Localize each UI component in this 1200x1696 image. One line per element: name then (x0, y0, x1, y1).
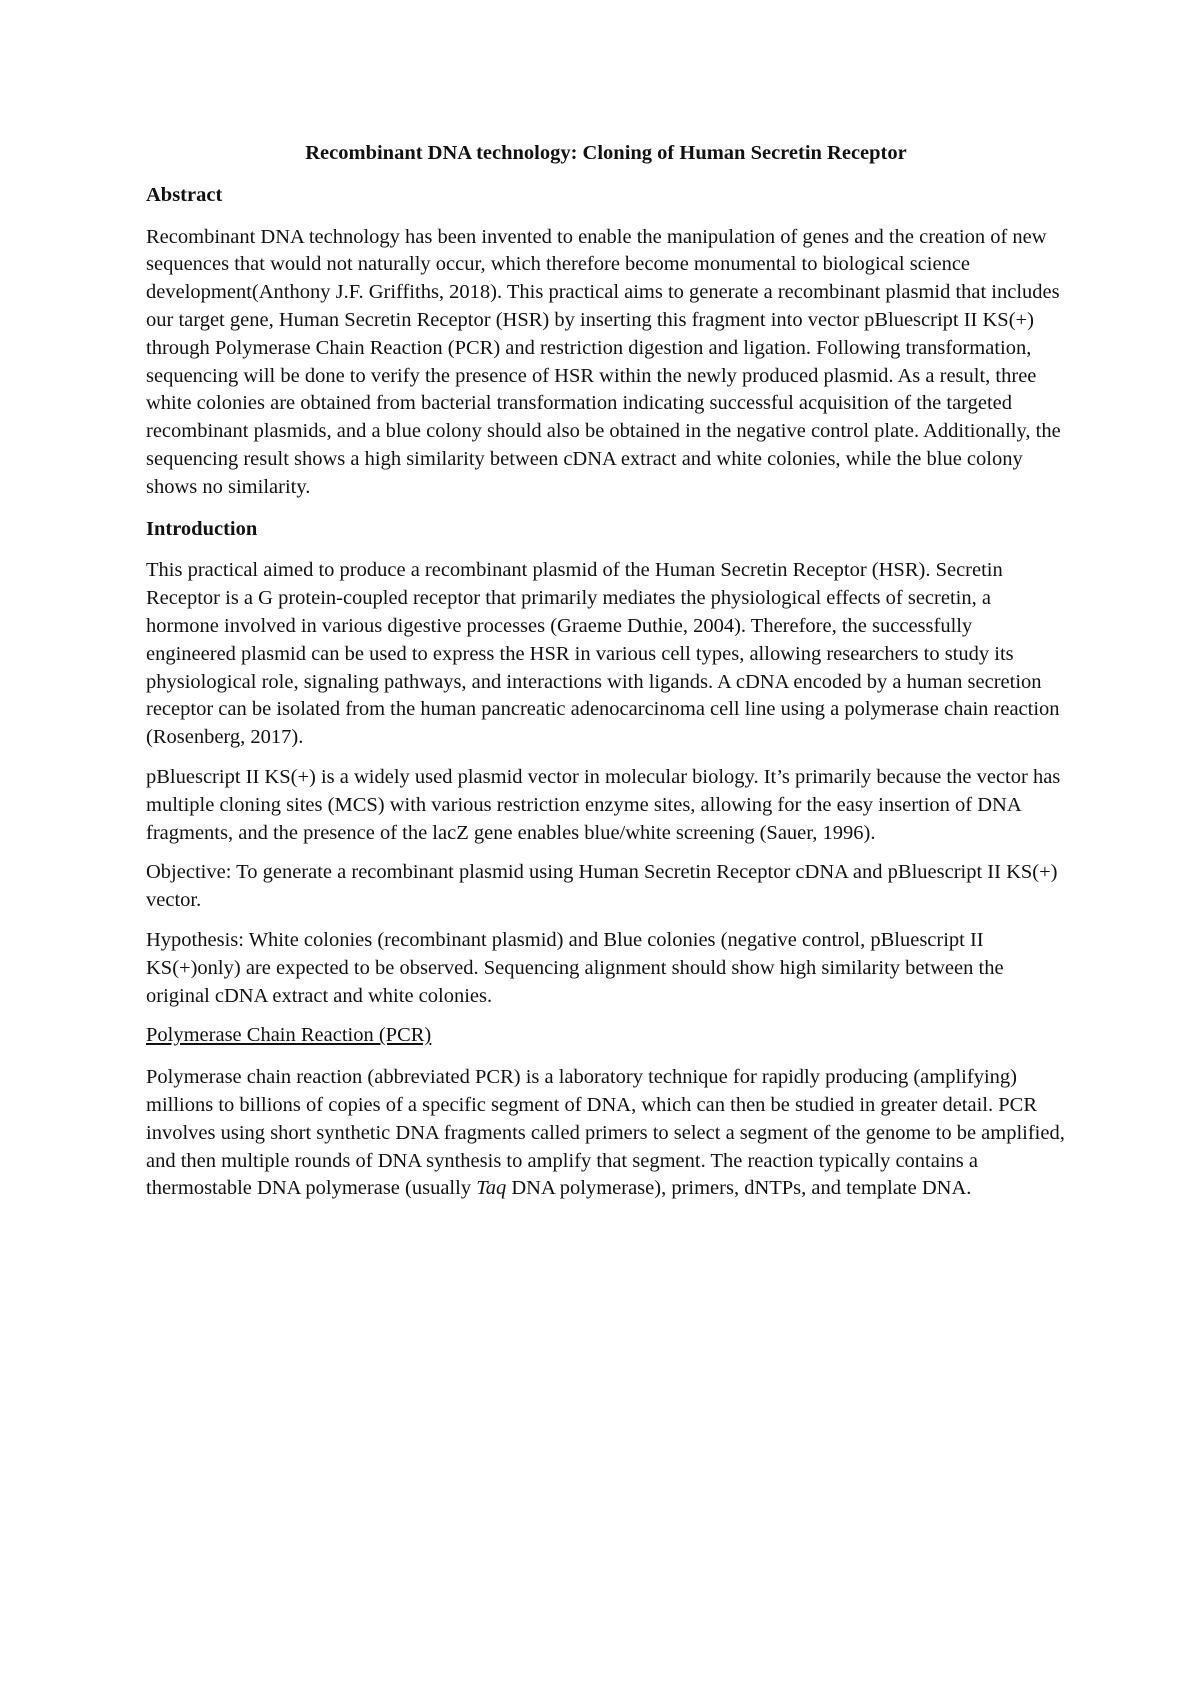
pcr-heading: Polymerase Chain Reaction (PCR) (146, 1024, 432, 1047)
pcr-paragraph (146, 1064, 1066, 1203)
introduction-paragraph-1: This practical aimed to produce a recombinant plasmid of the Human Secretin Receptor (HSR). Secretin Receptor is a G protein-coupled receptor that primarily mediates the physiological effects of secretin, a hormone involved in various digestive processes (Graeme Duthie, 2004). Therefore, the successfully engineered plasmid can be used to express the HSR in various cell types, allowing researchers to study its physiological role, signaling pathways, and interactions with ligands. A cDNA encoded by a human secretion receptor can be isolated from the human pancreatic adenocarcinoma cell line using a polymerase chain reaction (Rosenberg, 2017). (146, 559, 1060, 749)
pcr-text-before-italic: Polymerase chain reaction (abbreviated PCR) is a laboratory technique for rapidly producing (amplifying) millions to billions of copies of a specific segment of DNA, which can then be studied in greater detail. PCR involves using short synthetic DNA fragments called primers to select a segment of the genome to be amplified, and then multiple rounds of DNA synthesis to amplify that segment. The reaction typically contains a thermostable DNA polymerase (usually (146, 1066, 1065, 1200)
introduction-heading: Introduction (146, 517, 258, 540)
document-title: Recombinant DNA technology: Cloning of Human Secretin Receptor (305, 142, 907, 164)
objective-paragraph: Objective: To generate a recombinant plasmid using Human Secretin Receptor cDNA and pBluescript II KS(+) vector. (146, 861, 1058, 912)
abstract-heading: Abstract (146, 183, 223, 206)
taq-italic-term: Taq (476, 1177, 507, 1200)
hypothesis-paragraph: Hypothesis: White colonies (recombinant plasmid) and Blue colonies (negative control, pBluescript II KS(+)only) are expected to be observed. Sequencing alignment should show high similarity between the original cDNA extract and white colonies. (146, 928, 1004, 1007)
abstract-paragraph: Recombinant DNA technology has been invented to enable the manipulation of genes and the creation of new sequences that would not naturally occur, which therefore become monumental to biological science development(Anthony J.F. Griffiths, 2018). This practical aims to generate a recombinant plasmid that includes our target gene, Human Secretin Receptor (HSR) by inserting this fragment into vector pBluescript II KS(+) through Polymerase Chain Reaction (PCR) and restriction digestion and ligation. Following transformation, sequencing will be done to verify the presence of HSR within the newly produced plasmid. As a result, three white colonies are obtained from bacterial transformation indicating successful acquisition of the targeted recombinant plasmids, and a blue colony should also be obtained in the negative control plate. Additionally, the sequencing result shows a high similarity between cDNA extract and white colonies, while the blue colony shows no similarity. (146, 225, 1061, 498)
document-page (146, 140, 1066, 1215)
pcr-text-after-italic: DNA polymerase), primers, dNTPs, and template DNA. (506, 1177, 972, 1200)
introduction-paragraph-2: pBluescript II KS(+) is a widely used plasmid vector in molecular biology. It’s primarily because the vector has multiple cloning sites (MCS) with various restriction enzyme sites, allowing for the easy insertion of DNA fragments, and the presence of the lacZ gene enables blue/white screening (Sauer, 1996). (146, 765, 1061, 844)
